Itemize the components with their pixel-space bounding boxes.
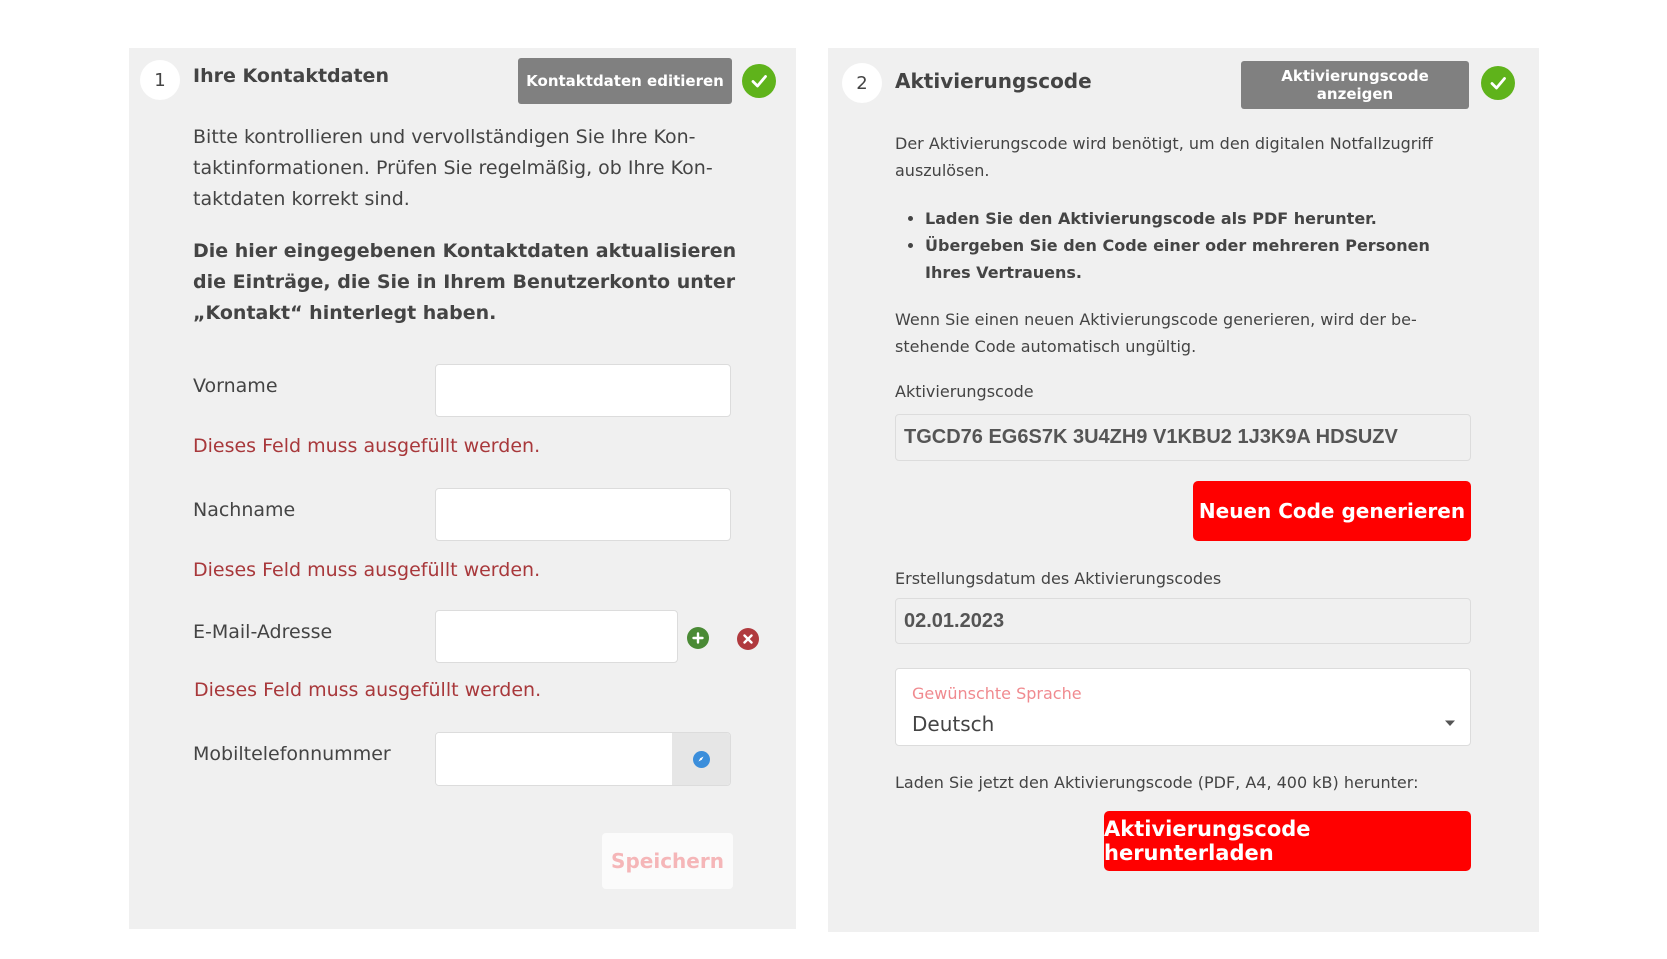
intro-text: Bitte kontrollieren und vervollständigen Sie Ihre Kon- taktinformationen. Prüfen Sie regelmäßig, ob Ihre Kon- taktdaten korrekt sind. (193, 126, 713, 210)
mobile-info-button[interactable] (672, 733, 730, 785)
download-activation-code-button[interactable]: Aktivierungscode herunterladen (1104, 811, 1471, 871)
language-select-label: Gewünschte Sprache (912, 684, 1082, 703)
notice-text: Die hier eingegebenen Kontaktdaten aktualisieren die Einträge, die Sie in Ihrem Benutzerkonto unter „Kontakt“ hinterlegt haben. (193, 240, 737, 324)
email-input[interactable] (435, 610, 678, 663)
email-label: E-Mail-Adresse (193, 621, 333, 643)
plus-circle-icon[interactable] (687, 627, 709, 649)
activation-code-label: Aktivierungscode (895, 382, 1034, 401)
language-select-value: Deutsch (912, 712, 995, 736)
activation-code-panel (828, 48, 1539, 932)
last-name-label: Nachname (193, 499, 296, 521)
list-item: • Übergeben Sie den Code einer oder mehreren Personen Ihres Vertrauens. (925, 232, 1475, 286)
first-name-input[interactable] (435, 364, 731, 417)
save-button[interactable]: Speichern (602, 833, 733, 889)
mobile-input[interactable] (436, 733, 672, 785)
first-name-label: Vorname (193, 375, 278, 397)
creation-date-field: 02.01.2023 (895, 598, 1471, 644)
contact-details-panel (129, 48, 796, 929)
instructions-list (895, 205, 1475, 286)
last-name-error: Dieses Feld muss ausgefüllt werden. (193, 559, 541, 581)
regenerate-warning: Wenn Sie einen neuen Aktivierungscode generieren, wird der be- stehende Code automatisch ungültig. (895, 310, 1417, 356)
checkmark-icon (1481, 66, 1515, 100)
intro-text: Der Aktivierungscode wird benötigt, um den digitalen Notfallzugriff auszulösen. (895, 134, 1433, 180)
step-number-badge: 2 (842, 63, 882, 103)
show-activation-code-button[interactable]: Aktivierungscode anzeigen (1241, 61, 1469, 109)
caret-down-icon (1444, 720, 1456, 727)
edit-contact-button[interactable]: Kontaktdaten editieren (518, 58, 732, 104)
download-instruction: Laden Sie jetzt den Aktivierungscode (PDF, A4, 400 kB) herunter: (895, 773, 1419, 792)
mobile-label: Mobiltelefonnummer (193, 743, 391, 765)
first-name-error: Dieses Feld muss ausgefüllt werden. (193, 435, 541, 457)
language-select[interactable] (895, 668, 1471, 746)
mobile-field (435, 732, 731, 786)
compass-icon (693, 751, 710, 768)
list-item: • Laden Sie den Aktivierungscode als PDF herunter. (925, 205, 1475, 232)
email-error: Dieses Feld muss ausgefüllt werden. (194, 679, 542, 701)
creation-date-label: Erstellungsdatum des Aktivierungscodes (895, 569, 1222, 588)
last-name-input[interactable] (435, 488, 731, 541)
panel-title: Ihre Kontaktdaten (193, 65, 389, 87)
x-circle-icon[interactable] (737, 628, 759, 650)
generate-code-button[interactable]: Neuen Code generieren (1193, 481, 1471, 541)
activation-code-field[interactable]: TGCD76 EG6S7K 3U4ZH9 V1KBU2 1J3K9A HDSUZV (895, 414, 1471, 461)
checkmark-icon (742, 64, 776, 98)
panel-title: Aktivierungscode (895, 69, 1092, 93)
step-number-badge: 1 (140, 60, 180, 100)
